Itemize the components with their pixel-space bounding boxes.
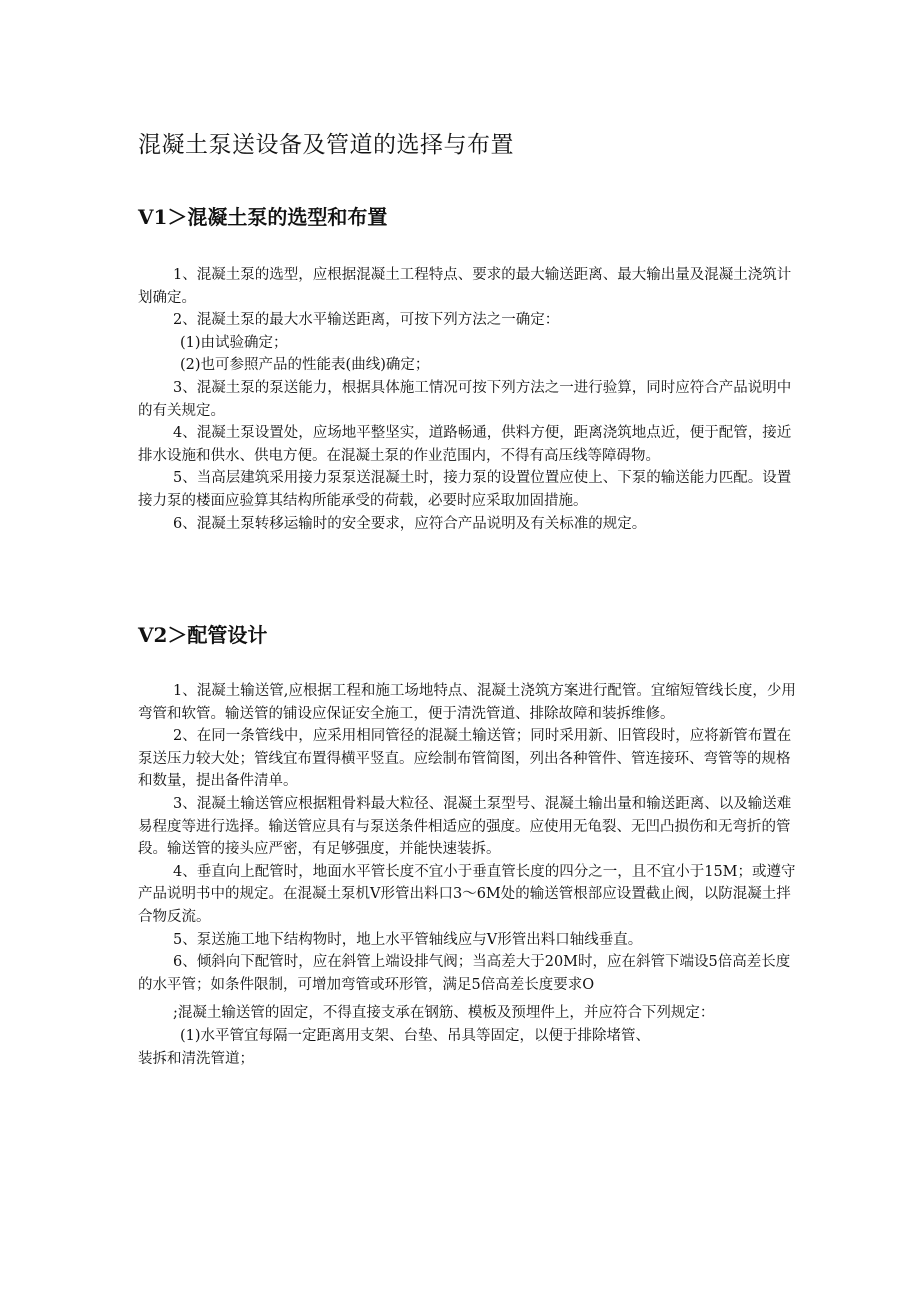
list-item: (1)水平管宜每隔一定距离用支架、台垫、吊具等固定，以便于排除堵管、	[180, 1027, 651, 1044]
section-heading-v1: V1＞混凝土泵的选型和布置	[138, 205, 388, 229]
paragraph: 5、当高层建筑采用接力泵泵送混凝土时，接力泵的设置位置应使上、下泵的输送能力匹配。设置接力泵的楼面应验算其结构所能承受的荷载，必要时应采取加固措施。	[138, 470, 792, 509]
paragraph: 1、混凝土泵的选型，应根据混凝土工程特点、要求的最大输送距离、最大输出量及混凝土浇筑计划确定。	[138, 267, 792, 306]
paragraph: 2、混凝土泵的最大水平输送距离，可按下列方法之一确定：	[173, 312, 560, 329]
section-v1-body	[138, 264, 798, 535]
paragraph: ;混凝土输送管的固定，不得直接支承在钢筋、模板及预埋件上，并应符合下列规定：	[173, 1005, 715, 1022]
paragraph: 3、混凝土泵的泵送能力，根据具体施工情况可按下列方法之一进行验算，同时应符合产品说明中的有关规定。	[138, 379, 792, 419]
paragraph: 5、泵送施工地下结构物时，地上水平管轴线应与V形管出料口轴线垂直。	[173, 931, 643, 948]
list-item-continuation: 装拆和清洗管道；	[138, 1050, 254, 1067]
section-v2-body	[138, 680, 798, 1070]
paragraph: 6、倾斜向下配管时，应在斜管上端设排气阀；当高差大于20M时，应在斜管下端设5倍高差长度的水平管；如条件限制，可增加弯管或环形管，满足5倍高差长度要求O	[138, 954, 791, 993]
paragraph: 6、混凝土泵转移运输时的安全要求，应符合产品说明及有关标准的规定。	[173, 515, 647, 532]
page-title: 混凝土泵送设备及管道的选择与布置	[138, 132, 514, 158]
section-heading-v2: V2＞配管设计	[138, 623, 268, 647]
list-item: (1)由试验确定；	[180, 334, 288, 351]
paragraph: 3、混凝土输送管应根据粗骨料最大粒径、混凝土泵型号、混凝土输出量和输送距离、以及输送难易程度等进行选择。输送管应具有与泵送条件相适应的强度。应使用无龟裂、无凹凸损伤和无弯折的管段。输送管的接头应严密，有足够强度，并能快速装拆。	[138, 795, 792, 858]
paragraph: 1、混凝土输送管,应根据工程和施工场地特点、混凝土浇筑方案进行配管。宜缩短管线长度，少用弯管和软管。输送管的铺设应保证安全施工，便于清洗管道、排除故障和装拆维修。	[138, 683, 796, 722]
paragraph: 2、在同一条管线中，应采用相同管径的混凝土输送管；同时采用新、旧管段时，应将新管布置在泵送压力较大处；管线宜布置得横平竖直。应绘制布管简图，列出各种管件、管连接环、弯管等的规格和数量，提出备件清单。	[138, 728, 792, 790]
paragraph: 4、混凝土泵设置处，应场地平整坚实，道路畅通，供料方便，距离浇筑地点近，便于配管，接近排水设施和供水、供电方便。在混凝土泵的作业范围内，不得有高压线等障碍物。	[138, 425, 792, 464]
paragraph: 4、垂直向上配管时，地面水平管长度不宜小于垂直管长度的四分之一，且不宜小于15M；或遵守产品说明书中的规定。在混凝土泵机V形管出料口3～6M处的输送管根部应设置截止阀，以防混凝土拌合物反流。	[138, 863, 796, 925]
list-item: (2)也可参照产品的性能表(曲线)确定；	[180, 357, 430, 374]
